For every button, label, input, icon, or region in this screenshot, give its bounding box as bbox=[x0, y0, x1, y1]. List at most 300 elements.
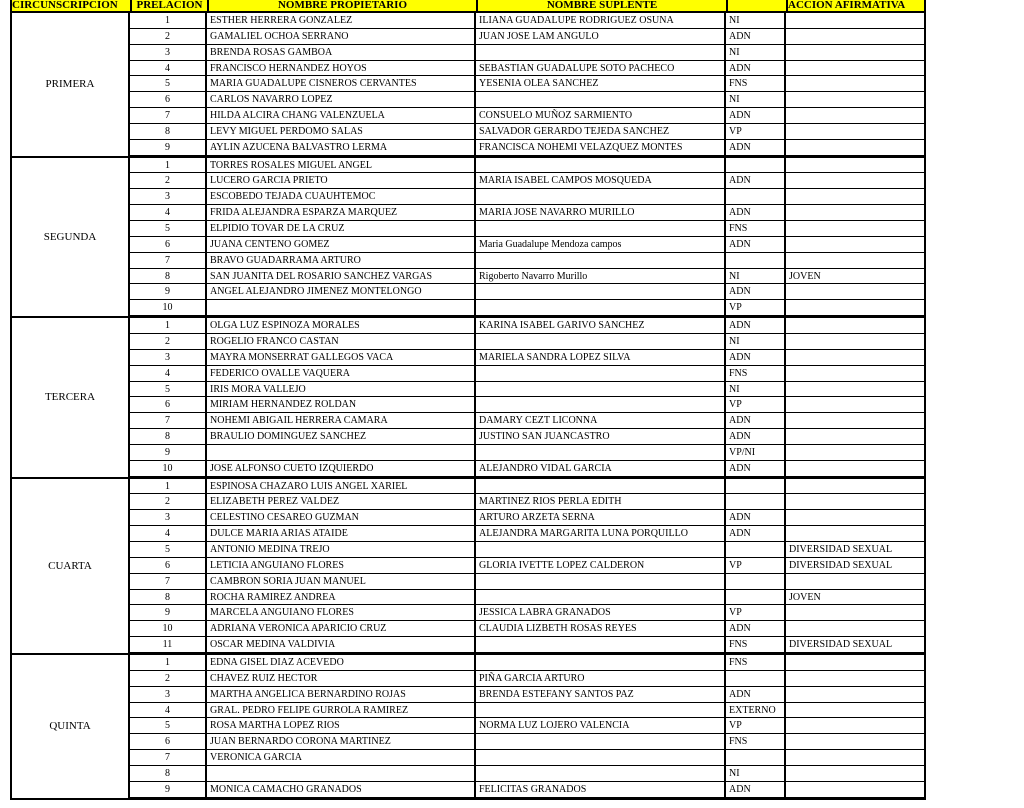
suplente-cell bbox=[476, 590, 726, 606]
prelacion-cell: 1 bbox=[130, 655, 207, 671]
suplente-cell bbox=[476, 637, 726, 653]
table-row bbox=[130, 494, 926, 510]
propietario-cell: ROCHA RAMIREZ ANDREA bbox=[207, 590, 476, 606]
propietario-cell: ROSA MARTHA LOPEZ RIOS bbox=[207, 718, 476, 734]
accion-cell bbox=[786, 284, 926, 300]
partido-cell: NI bbox=[726, 269, 786, 285]
propietario-cell: HILDA ALCIRA CHANG VALENZUELA bbox=[207, 108, 476, 124]
suplente-cell: MARIELA SANDRA LOPEZ SILVA bbox=[476, 350, 726, 366]
table-row bbox=[130, 542, 926, 558]
accion-cell bbox=[786, 124, 926, 140]
table-row bbox=[130, 76, 926, 92]
propietario-cell: ESPINOSA CHAZARO LUIS ANGEL XARIEL bbox=[207, 479, 476, 495]
partido-cell bbox=[726, 750, 786, 766]
prelacion-cell: 9 bbox=[130, 140, 207, 156]
prelacion-cell: 8 bbox=[130, 269, 207, 285]
circunscripcion-label: PRIMERA bbox=[10, 13, 130, 156]
partido-cell: VP bbox=[726, 300, 786, 316]
partido-cell: VP bbox=[726, 605, 786, 621]
table-row bbox=[130, 671, 926, 687]
table-row bbox=[130, 382, 926, 398]
accion-cell: DIVERSIDAD SEXUAL bbox=[786, 558, 926, 574]
propietario-cell: GRAL. PEDRO FELIPE GURROLA RAMIREZ bbox=[207, 703, 476, 719]
suplente-cell: ILIANA GUADALUPE RODRIGUEZ OSUNA bbox=[476, 13, 726, 29]
suplente-cell: CONSUELO MUÑOZ SARMIENTO bbox=[476, 108, 726, 124]
propietario-cell: FRANCISCO HERNANDEZ HOYOS bbox=[207, 61, 476, 77]
table-row bbox=[130, 140, 926, 156]
prelacion-cell: 8 bbox=[130, 124, 207, 140]
prelacion-cell: 4 bbox=[130, 61, 207, 77]
table-row bbox=[130, 108, 926, 124]
accion-cell: JOVEN bbox=[786, 590, 926, 606]
partido-cell: FNS bbox=[726, 366, 786, 382]
partido-cell: ADN bbox=[726, 318, 786, 334]
prelacion-cell: 4 bbox=[130, 205, 207, 221]
propietario-cell: CAMBRON SORIA JUAN MANUEL bbox=[207, 574, 476, 590]
table-row bbox=[130, 124, 926, 140]
table-row bbox=[130, 637, 926, 653]
propietario-cell: ELIZABETH PEREZ VALDEZ bbox=[207, 494, 476, 510]
partido-cell: VP bbox=[726, 397, 786, 413]
table-row bbox=[130, 703, 926, 719]
prelacion-cell: 2 bbox=[130, 671, 207, 687]
partido-cell: ADN bbox=[726, 526, 786, 542]
accion-cell bbox=[786, 158, 926, 174]
suplente-cell bbox=[476, 253, 726, 269]
suplente-cell bbox=[476, 221, 726, 237]
accion-cell bbox=[786, 750, 926, 766]
partido-cell: ADN bbox=[726, 205, 786, 221]
table-row bbox=[130, 350, 926, 366]
accion-cell bbox=[786, 253, 926, 269]
partido-cell bbox=[726, 158, 786, 174]
accion-cell bbox=[786, 605, 926, 621]
prelacion-cell: 3 bbox=[130, 45, 207, 61]
accion-cell bbox=[786, 205, 926, 221]
accion-cell bbox=[786, 621, 926, 637]
suplente-cell: SALVADOR GERARDO TEJEDA SANCHEZ bbox=[476, 124, 726, 140]
accion-cell bbox=[786, 76, 926, 92]
suplente-cell: KARINA ISABEL GARIVO SANCHEZ bbox=[476, 318, 726, 334]
partido-cell: ADN bbox=[726, 237, 786, 253]
accion-cell bbox=[786, 413, 926, 429]
group-rows bbox=[130, 655, 926, 798]
propietario-cell: ADRIANA VERONICA APARICIO CRUZ bbox=[207, 621, 476, 637]
propietario-cell: ESCOBEDO TEJADA CUAUHTEMOC bbox=[207, 189, 476, 205]
prelacion-cell: 8 bbox=[130, 429, 207, 445]
table-row bbox=[130, 590, 926, 606]
propietario-cell: MARIA GUADALUPE CISNEROS CERVANTES bbox=[207, 76, 476, 92]
table-row bbox=[130, 413, 926, 429]
table-row bbox=[130, 253, 926, 269]
table-row bbox=[130, 92, 926, 108]
table-row bbox=[130, 221, 926, 237]
accion-cell bbox=[786, 140, 926, 156]
propietario-cell: BRAULIO DOMINGUEZ SANCHEZ bbox=[207, 429, 476, 445]
table-row bbox=[130, 397, 926, 413]
suplente-cell: MARIA JOSE NAVARRO MURILLO bbox=[476, 205, 726, 221]
propietario-cell: ANGEL ALEJANDRO JIMENEZ MONTELONGO bbox=[207, 284, 476, 300]
circunscripcion-group bbox=[10, 479, 926, 655]
table-row bbox=[130, 766, 926, 782]
partido-cell bbox=[726, 494, 786, 510]
propietario-cell: DULCE MARIA ARIAS ATAIDE bbox=[207, 526, 476, 542]
partido-cell: ADN bbox=[726, 687, 786, 703]
circunscripcion-group bbox=[10, 158, 926, 319]
accion-cell bbox=[786, 29, 926, 45]
partido-cell: FNS bbox=[726, 637, 786, 653]
prelacion-cell: 3 bbox=[130, 510, 207, 526]
accion-cell bbox=[786, 766, 926, 782]
partido-cell: NI bbox=[726, 92, 786, 108]
candidate-table bbox=[10, 0, 926, 808]
partido-cell: ADN bbox=[726, 108, 786, 124]
prelacion-cell: 8 bbox=[130, 590, 207, 606]
suplente-cell: CLAUDIA LIZBETH ROSAS REYES bbox=[476, 621, 726, 637]
prelacion-cell: 10 bbox=[130, 300, 207, 316]
table-row bbox=[130, 13, 926, 29]
suplente-cell bbox=[476, 703, 726, 719]
propietario-cell: MAYRA MONSERRAT GALLEGOS VACA bbox=[207, 350, 476, 366]
prelacion-cell: 6 bbox=[130, 734, 207, 750]
partido-cell: ADN bbox=[726, 29, 786, 45]
propietario-cell: AYLIN AZUCENA BALVASTRO LERMA bbox=[207, 140, 476, 156]
partido-cell: VP/NI bbox=[726, 445, 786, 461]
prelacion-cell: 9 bbox=[130, 284, 207, 300]
table-header bbox=[10, 0, 926, 13]
accion-cell bbox=[786, 237, 926, 253]
propietario-cell: CHAVEZ RUIZ HECTOR bbox=[207, 671, 476, 687]
propietario-cell: TORRES ROSALES MIGUEL ANGEL bbox=[207, 158, 476, 174]
partido-cell bbox=[726, 189, 786, 205]
suplente-cell bbox=[476, 655, 726, 671]
prelacion-cell: 1 bbox=[130, 158, 207, 174]
suplente-cell bbox=[476, 189, 726, 205]
suplente-cell: FRANCISCA NOHEMI VELAZQUEZ MONTES bbox=[476, 140, 726, 156]
propietario-cell: CARLOS NAVARRO LOPEZ bbox=[207, 92, 476, 108]
partido-cell: ADN bbox=[726, 173, 786, 189]
accion-cell bbox=[786, 479, 926, 495]
circunscripcion-group bbox=[10, 655, 926, 800]
header-accion: ACCION AFIRMATIVA bbox=[786, 0, 926, 13]
table-row bbox=[130, 718, 926, 734]
partido-cell: ADN bbox=[726, 461, 786, 477]
prelacion-cell: 7 bbox=[130, 574, 207, 590]
partido-cell bbox=[726, 574, 786, 590]
accion-cell bbox=[786, 510, 926, 526]
prelacion-cell: 6 bbox=[130, 237, 207, 253]
prelacion-cell: 7 bbox=[130, 750, 207, 766]
prelacion-cell: 5 bbox=[130, 221, 207, 237]
propietario-cell: JUAN BERNARDO CORONA MARTINEZ bbox=[207, 734, 476, 750]
prelacion-cell: 5 bbox=[130, 382, 207, 398]
propietario-cell bbox=[207, 445, 476, 461]
prelacion-cell: 5 bbox=[130, 542, 207, 558]
group-rows bbox=[130, 479, 926, 653]
prelacion-cell: 10 bbox=[130, 621, 207, 637]
partido-cell: FNS bbox=[726, 734, 786, 750]
partido-cell bbox=[726, 479, 786, 495]
propietario-cell: ELPIDIO TOVAR DE LA CRUZ bbox=[207, 221, 476, 237]
prelacion-cell: 7 bbox=[130, 413, 207, 429]
partido-cell: ADN bbox=[726, 140, 786, 156]
partido-cell: ADN bbox=[726, 621, 786, 637]
accion-cell bbox=[786, 45, 926, 61]
table-row bbox=[130, 621, 926, 637]
prelacion-cell: 5 bbox=[130, 718, 207, 734]
suplente-cell bbox=[476, 334, 726, 350]
table-row bbox=[130, 750, 926, 766]
circunscripcion-label: TERCERA bbox=[10, 318, 130, 477]
suplente-cell: JUAN JOSE LAM ANGULO bbox=[476, 29, 726, 45]
prelacion-cell: 8 bbox=[130, 766, 207, 782]
suplente-cell: JESSICA LABRA GRANADOS bbox=[476, 605, 726, 621]
suplente-cell bbox=[476, 574, 726, 590]
group-rows bbox=[130, 13, 926, 156]
header-prelacion: PRELACION bbox=[130, 0, 207, 13]
accion-cell: DIVERSIDAD SEXUAL bbox=[786, 542, 926, 558]
prelacion-cell: 10 bbox=[130, 461, 207, 477]
suplente-cell: MARTINEZ RIOS PERLA EDITH bbox=[476, 494, 726, 510]
table-row bbox=[130, 300, 926, 316]
table-row bbox=[130, 205, 926, 221]
table-row bbox=[130, 461, 926, 477]
partido-cell: ADN bbox=[726, 510, 786, 526]
accion-cell bbox=[786, 92, 926, 108]
suplente-cell: ALEJANDRA MARGARITA LUNA PORQUILLO bbox=[476, 526, 726, 542]
prelacion-cell: 4 bbox=[130, 703, 207, 719]
suplente-cell: ARTURO ARZETA SERNA bbox=[476, 510, 726, 526]
accion-cell bbox=[786, 61, 926, 77]
partido-cell: EXTERNO bbox=[726, 703, 786, 719]
circunscripcion-label: SEGUNDA bbox=[10, 158, 130, 317]
propietario-cell: ANTONIO MEDINA TREJO bbox=[207, 542, 476, 558]
propietario-cell: BRAVO GUADARRAMA ARTURO bbox=[207, 253, 476, 269]
propietario-cell: LUCERO GARCIA PRIETO bbox=[207, 173, 476, 189]
prelacion-cell: 9 bbox=[130, 605, 207, 621]
accion-cell bbox=[786, 782, 926, 798]
accion-cell bbox=[786, 687, 926, 703]
partido-cell: ADN bbox=[726, 429, 786, 445]
accion-cell bbox=[786, 718, 926, 734]
propietario-cell: LETICIA ANGUIANO FLORES bbox=[207, 558, 476, 574]
prelacion-cell: 4 bbox=[130, 526, 207, 542]
accion-cell bbox=[786, 189, 926, 205]
partido-cell: ADN bbox=[726, 413, 786, 429]
prelacion-cell: 1 bbox=[130, 318, 207, 334]
table-row bbox=[130, 158, 926, 174]
propietario-cell: EDNA GISEL DIAZ ACEVEDO bbox=[207, 655, 476, 671]
prelacion-cell: 6 bbox=[130, 397, 207, 413]
suplente-cell bbox=[476, 734, 726, 750]
table-row bbox=[130, 366, 926, 382]
propietario-cell bbox=[207, 300, 476, 316]
prelacion-cell: 1 bbox=[130, 479, 207, 495]
prelacion-cell: 7 bbox=[130, 108, 207, 124]
header-circunscripcion: CIRCUNSCRIPCION bbox=[10, 0, 130, 13]
partido-cell: VP bbox=[726, 124, 786, 140]
partido-cell bbox=[726, 590, 786, 606]
propietario-cell: VERONICA GARCIA bbox=[207, 750, 476, 766]
suplente-cell bbox=[476, 766, 726, 782]
table-row bbox=[130, 269, 926, 285]
partido-cell: NI bbox=[726, 766, 786, 782]
partido-cell: ADN bbox=[726, 350, 786, 366]
suplente-cell bbox=[476, 366, 726, 382]
suplente-cell: FELICITAS GRANADOS bbox=[476, 782, 726, 798]
accion-cell bbox=[786, 382, 926, 398]
propietario-cell: MARCELA ANGUIANO FLORES bbox=[207, 605, 476, 621]
accion-cell bbox=[786, 334, 926, 350]
accion-cell bbox=[786, 318, 926, 334]
group-rows bbox=[130, 158, 926, 316]
accion-cell bbox=[786, 655, 926, 671]
propietario-cell: MARTHA ANGELICA BERNARDINO ROJAS bbox=[207, 687, 476, 703]
suplente-cell bbox=[476, 284, 726, 300]
partido-cell: ADN bbox=[726, 284, 786, 300]
accion-cell bbox=[786, 397, 926, 413]
propietario-cell: MIRIAM HERNANDEZ ROLDAN bbox=[207, 397, 476, 413]
prelacion-cell: 3 bbox=[130, 350, 207, 366]
table-row bbox=[130, 61, 926, 77]
table-row bbox=[130, 445, 926, 461]
partido-cell: FNS bbox=[726, 76, 786, 92]
propietario-cell: BRENDA ROSAS GAMBOA bbox=[207, 45, 476, 61]
propietario-cell: JOSE ALFONSO CUETO IZQUIERDO bbox=[207, 461, 476, 477]
propietario-cell: FRIDA ALEJANDRA ESPARZA MARQUEZ bbox=[207, 205, 476, 221]
suplente-cell: MARIA ISABEL CAMPOS MOSQUEDA bbox=[476, 173, 726, 189]
prelacion-cell: 5 bbox=[130, 76, 207, 92]
prelacion-cell: 11 bbox=[130, 637, 207, 653]
table-row bbox=[130, 526, 926, 542]
propietario-cell: NOHEMI ABIGAIL HERRERA CAMARA bbox=[207, 413, 476, 429]
suplente-cell bbox=[476, 397, 726, 413]
accion-cell bbox=[786, 734, 926, 750]
suplente-cell bbox=[476, 92, 726, 108]
suplente-cell: YESENIA OLEA SANCHEZ bbox=[476, 76, 726, 92]
suplente-cell bbox=[476, 542, 726, 558]
prelacion-cell: 6 bbox=[130, 92, 207, 108]
propietario-cell: CELESTINO CESAREO GUZMAN bbox=[207, 510, 476, 526]
suplente-cell bbox=[476, 300, 726, 316]
accion-cell bbox=[786, 350, 926, 366]
accion-cell bbox=[786, 461, 926, 477]
propietario-cell: GAMALIEL OCHOA SERRANO bbox=[207, 29, 476, 45]
accion-cell bbox=[786, 366, 926, 382]
suplente-cell: BRENDA ESTEFANY SANTOS PAZ bbox=[476, 687, 726, 703]
table-row bbox=[130, 782, 926, 798]
propietario-cell: JUANA CENTENO GOMEZ bbox=[207, 237, 476, 253]
prelacion-cell: 1 bbox=[130, 13, 207, 29]
table-row bbox=[130, 605, 926, 621]
prelacion-cell: 4 bbox=[130, 366, 207, 382]
suplente-cell: NORMA LUZ LOJERO VALENCIA bbox=[476, 718, 726, 734]
prelacion-cell: 3 bbox=[130, 189, 207, 205]
prelacion-cell: 2 bbox=[130, 29, 207, 45]
prelacion-cell: 2 bbox=[130, 173, 207, 189]
prelacion-cell: 7 bbox=[130, 253, 207, 269]
suplente-cell bbox=[476, 158, 726, 174]
table-row bbox=[130, 429, 926, 445]
table-row bbox=[130, 237, 926, 253]
accion-cell bbox=[786, 108, 926, 124]
suplente-cell: ALEJANDRO VIDAL GARCIA bbox=[476, 461, 726, 477]
suplente-cell: DAMARY CEZT LICONNA bbox=[476, 413, 726, 429]
table-row bbox=[130, 479, 926, 495]
accion-cell bbox=[786, 671, 926, 687]
suplente-cell: JUSTINO SAN JUANCASTRO bbox=[476, 429, 726, 445]
circunscripcion-label: CUARTA bbox=[10, 479, 130, 653]
prelacion-cell: 6 bbox=[130, 558, 207, 574]
suplente-cell bbox=[476, 45, 726, 61]
accion-cell bbox=[786, 173, 926, 189]
accion-cell: JOVEN bbox=[786, 269, 926, 285]
table-row bbox=[130, 574, 926, 590]
table-row bbox=[130, 189, 926, 205]
partido-cell: NI bbox=[726, 13, 786, 29]
table-row bbox=[130, 510, 926, 526]
partido-cell bbox=[726, 671, 786, 687]
suplente-cell bbox=[476, 382, 726, 398]
prelacion-cell: 2 bbox=[130, 494, 207, 510]
partido-cell: VP bbox=[726, 718, 786, 734]
prelacion-cell: 9 bbox=[130, 445, 207, 461]
partido-cell bbox=[726, 542, 786, 558]
propietario-cell: ESTHER HERRERA GONZALEZ bbox=[207, 13, 476, 29]
accion-cell bbox=[786, 13, 926, 29]
circunscripcion-label: QUINTA bbox=[10, 655, 130, 798]
table-row bbox=[130, 687, 926, 703]
partido-cell: NI bbox=[726, 334, 786, 350]
table-row bbox=[130, 173, 926, 189]
partido-cell: NI bbox=[726, 45, 786, 61]
suplente-cell: PIÑA GARCIA ARTURO bbox=[476, 671, 726, 687]
propietario-cell: OSCAR MEDINA VALDIVIA bbox=[207, 637, 476, 653]
accion-cell bbox=[786, 221, 926, 237]
suplente-cell: GLORIA IVETTE LOPEZ CALDERON bbox=[476, 558, 726, 574]
propietario-cell: ROGELIO FRANCO CASTAN bbox=[207, 334, 476, 350]
propietario-cell: OLGA LUZ ESPINOZA MORALES bbox=[207, 318, 476, 334]
table-row bbox=[130, 655, 926, 671]
accion-cell bbox=[786, 526, 926, 542]
accion-cell bbox=[786, 300, 926, 316]
partido-cell bbox=[726, 253, 786, 269]
table-row bbox=[130, 284, 926, 300]
propietario-cell: SAN JUANITA DEL ROSARIO SANCHEZ VARGAS bbox=[207, 269, 476, 285]
propietario-cell: IRIS MORA VALLEJO bbox=[207, 382, 476, 398]
table-row bbox=[130, 734, 926, 750]
propietario-cell: MONICA CAMACHO GRANADOS bbox=[207, 782, 476, 798]
suplente-cell: Maria Guadalupe Mendoza campos bbox=[476, 237, 726, 253]
table-row bbox=[130, 334, 926, 350]
accion-cell: DIVERSIDAD SEXUAL bbox=[786, 637, 926, 653]
header-suplente: NOMBRE SUPLENTE bbox=[476, 0, 726, 13]
partido-cell: VP bbox=[726, 558, 786, 574]
accion-cell bbox=[786, 703, 926, 719]
partido-cell: NI bbox=[726, 382, 786, 398]
group-rows bbox=[130, 318, 926, 476]
table-row bbox=[130, 558, 926, 574]
suplente-cell bbox=[476, 479, 726, 495]
propietario-cell: FEDERICO OVALLE VAQUERA bbox=[207, 366, 476, 382]
circunscripcion-group bbox=[10, 13, 926, 158]
header-partido bbox=[726, 0, 786, 13]
propietario-cell bbox=[207, 766, 476, 782]
suplente-cell: SEBASTIAN GUADALUPE SOTO PACHECO bbox=[476, 61, 726, 77]
circunscripcion-group bbox=[10, 318, 926, 479]
partido-cell: FNS bbox=[726, 221, 786, 237]
partido-cell: ADN bbox=[726, 782, 786, 798]
